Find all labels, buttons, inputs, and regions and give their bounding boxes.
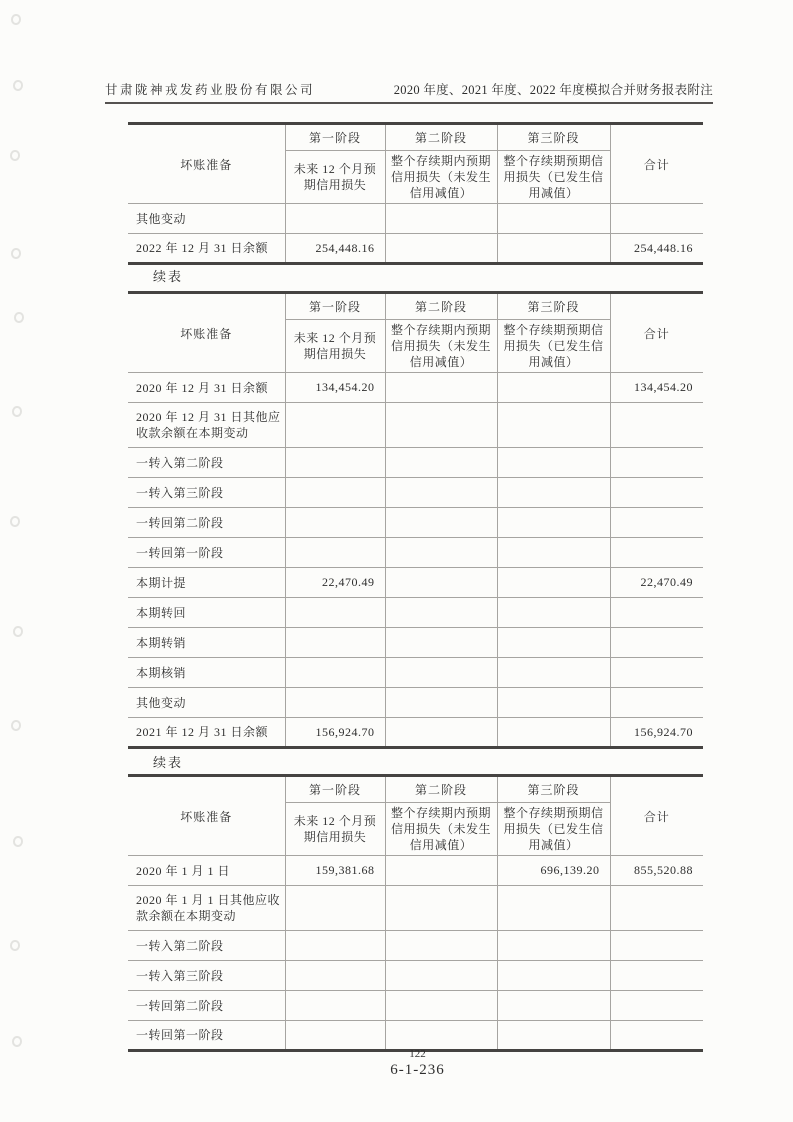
stage2-value [385, 1021, 497, 1051]
stage3-value [497, 234, 610, 264]
stage2-value [385, 373, 497, 403]
col-subheader-stage2: 整个存续期内预期信用损失（未发生信用减值） [385, 320, 497, 373]
stage3-value [497, 373, 610, 403]
stage1-value: 254,448.16 [285, 234, 385, 264]
total-value [610, 448, 703, 478]
stage2-value [385, 508, 497, 538]
table-row [128, 448, 703, 478]
scan-artifact [11, 14, 21, 25]
total-value: 22,470.49 [610, 568, 703, 598]
total-value: 156,924.70 [610, 718, 703, 748]
total-value [610, 991, 703, 1021]
row-label: 其他变动 [128, 204, 285, 234]
row-label: 一转入第三阶段 [128, 961, 285, 991]
stage1-value: 156,924.70 [285, 718, 385, 748]
table-row [128, 373, 703, 403]
row-label: 2020 年 1 月 1 日 [128, 856, 285, 886]
table-row [128, 961, 703, 991]
row-label: 2022 年 12 月 31 日余额 [128, 234, 285, 264]
stage1-value: 159,381.68 [285, 856, 385, 886]
total-value [610, 628, 703, 658]
stage1-value [285, 628, 385, 658]
total-value [610, 204, 703, 234]
document-number: 6-1-236 [390, 1062, 445, 1078]
total-value [610, 538, 703, 568]
table-row [128, 403, 703, 448]
stage2-value [385, 538, 497, 568]
stage2-value [385, 568, 497, 598]
col-header-provision: 坏账准备 [128, 776, 285, 856]
table-row [128, 688, 703, 718]
stage2-value [385, 991, 497, 1021]
total-value [610, 658, 703, 688]
continued-label: 续表 [153, 755, 184, 770]
stage3-value [497, 538, 610, 568]
total-value [610, 886, 703, 931]
scan-artifact [10, 150, 20, 161]
scan-artifact [13, 80, 23, 91]
col-header-total: 合计 [610, 124, 703, 204]
table-row [128, 931, 703, 961]
total-value [610, 688, 703, 718]
row-label: 2021 年 12 月 31 日余额 [128, 718, 285, 748]
total-value [610, 478, 703, 508]
stage1-value [285, 448, 385, 478]
stage2-value [385, 448, 497, 478]
scan-artifact [11, 720, 21, 731]
row-label: 其他变动 [128, 688, 285, 718]
stage1-value [285, 961, 385, 991]
table-row [128, 991, 703, 1021]
stage1-value [285, 204, 385, 234]
table-row [128, 1021, 703, 1051]
stage1-value [285, 886, 385, 931]
table-row [128, 234, 703, 264]
table-row [128, 508, 703, 538]
header-report-title: 2020 年度、2021 年度、2022 年度模拟合并财务报表附注 [393, 83, 713, 97]
table-row [128, 568, 703, 598]
stage3-value [497, 688, 610, 718]
table-row [128, 204, 703, 234]
col-header-stage3: 第三阶段 [497, 776, 610, 803]
stage2-value [385, 718, 497, 748]
stage3-value [497, 931, 610, 961]
col-subheader-stage1: 未来 12 个月预期信用损失 [285, 320, 385, 373]
row-label: 2020 年 12 月 31 日余额 [128, 373, 285, 403]
total-value [610, 403, 703, 448]
stage1-value [285, 598, 385, 628]
scan-artifact [10, 516, 20, 527]
stage3-value [497, 403, 610, 448]
total-value: 134,454.20 [610, 373, 703, 403]
bad-debt-table-1 [128, 122, 703, 265]
table-row [128, 478, 703, 508]
col-header-provision: 坏账准备 [128, 124, 285, 204]
stage2-value [385, 478, 497, 508]
col-subheader-stage1: 未来 12 个月预期信用损失 [285, 803, 385, 856]
stage1-value [285, 658, 385, 688]
col-header-provision: 坏账准备 [128, 293, 285, 373]
row-label: 本期计提 [128, 568, 285, 598]
row-label: 本期转销 [128, 628, 285, 658]
table-row [128, 628, 703, 658]
table-row [128, 718, 703, 748]
col-subheader-stage3: 整个存续期预期信用损失（已发生信用减值） [497, 803, 610, 856]
stage2-value [385, 234, 497, 264]
stage1-value [285, 991, 385, 1021]
col-subheader-stage3: 整个存续期预期信用损失（已发生信用减值） [497, 151, 610, 204]
col-header-stage2: 第二阶段 [385, 124, 497, 151]
stage1-value [285, 538, 385, 568]
col-header-stage1: 第一阶段 [285, 293, 385, 320]
scan-artifact [14, 312, 24, 323]
stage3-value [497, 658, 610, 688]
scan-artifact [11, 248, 21, 259]
stage1-value [285, 931, 385, 961]
total-value [610, 1021, 703, 1051]
col-header-stage3: 第三阶段 [497, 293, 610, 320]
stage2-value [385, 628, 497, 658]
bad-debt-table-3 [128, 774, 703, 1052]
stage3-value [497, 886, 610, 931]
page-number: 122 [409, 1048, 426, 1060]
stage3-value [497, 508, 610, 538]
row-label: 本期转回 [128, 598, 285, 628]
stage2-value [385, 658, 497, 688]
stage2-value [385, 403, 497, 448]
scan-artifact [12, 1036, 22, 1047]
stage3-value [497, 478, 610, 508]
total-value [610, 931, 703, 961]
row-label: 一转入第三阶段 [128, 478, 285, 508]
scan-artifact [12, 406, 22, 417]
col-header-stage1: 第一阶段 [285, 124, 385, 151]
col-header-stage1: 第一阶段 [285, 776, 385, 803]
row-label: 一转回第一阶段 [128, 1021, 285, 1051]
stage1-value [285, 688, 385, 718]
stage3-value [497, 568, 610, 598]
table-row [128, 886, 703, 931]
stage2-value [385, 931, 497, 961]
row-label: 一转回第一阶段 [128, 538, 285, 568]
stage1-value [285, 478, 385, 508]
table-row [128, 658, 703, 688]
col-header-stage3: 第三阶段 [497, 124, 610, 151]
col-subheader-stage2: 整个存续期内预期信用损失（未发生信用减值） [385, 151, 497, 204]
row-label: 2020 年 12 月 31 日其他应收款余额在本期变动 [128, 403, 285, 448]
col-subheader-stage2: 整个存续期内预期信用损失（未发生信用减值） [385, 803, 497, 856]
stage3-value [497, 718, 610, 748]
stage1-value [285, 508, 385, 538]
stage1-value: 134,454.20 [285, 373, 385, 403]
stage2-value [385, 856, 497, 886]
stage3-value [497, 448, 610, 478]
stage2-value [385, 886, 497, 931]
row-label: 一转回第二阶段 [128, 508, 285, 538]
stage1-value [285, 1021, 385, 1051]
total-value [610, 508, 703, 538]
scan-artifact [13, 836, 23, 847]
stage3-value [497, 991, 610, 1021]
stage3-value [497, 628, 610, 658]
page-header [105, 80, 713, 104]
col-subheader-stage3: 整个存续期预期信用损失（已发生信用减值） [497, 320, 610, 373]
stage2-value [385, 204, 497, 234]
scan-artifact [10, 940, 20, 951]
row-label: 一转入第二阶段 [128, 448, 285, 478]
total-value: 855,520.88 [610, 856, 703, 886]
col-header-stage2: 第二阶段 [385, 293, 497, 320]
header-company-name: 甘肃陇神戎发药业股份有限公司 [105, 83, 316, 97]
stage3-value [497, 204, 610, 234]
row-label: 2020 年 1 月 1 日其他应收款余额在本期变动 [128, 886, 285, 931]
stage2-value [385, 961, 497, 991]
total-value [610, 598, 703, 628]
stage3-value [497, 961, 610, 991]
total-value [610, 961, 703, 991]
row-label: 一转回第二阶段 [128, 991, 285, 1021]
continued-label: 续表 [153, 269, 184, 284]
stage2-value [385, 598, 497, 628]
col-header-stage2: 第二阶段 [385, 776, 497, 803]
scan-artifact [13, 626, 23, 637]
total-value: 254,448.16 [610, 234, 703, 264]
stage3-value [497, 1021, 610, 1051]
row-label: 一转入第二阶段 [128, 931, 285, 961]
col-header-total: 合计 [610, 293, 703, 373]
stage1-value: 22,470.49 [285, 568, 385, 598]
stage2-value [385, 688, 497, 718]
stage1-value [285, 403, 385, 448]
table-row [128, 856, 703, 886]
table-row [128, 538, 703, 568]
stage3-value [497, 598, 610, 628]
col-subheader-stage1: 未来 12 个月预期信用损失 [285, 151, 385, 204]
bad-debt-table-2 [128, 291, 703, 749]
table-row [128, 598, 703, 628]
col-header-total: 合计 [610, 776, 703, 856]
row-label: 本期核销 [128, 658, 285, 688]
stage3-value: 696,139.20 [497, 856, 610, 886]
